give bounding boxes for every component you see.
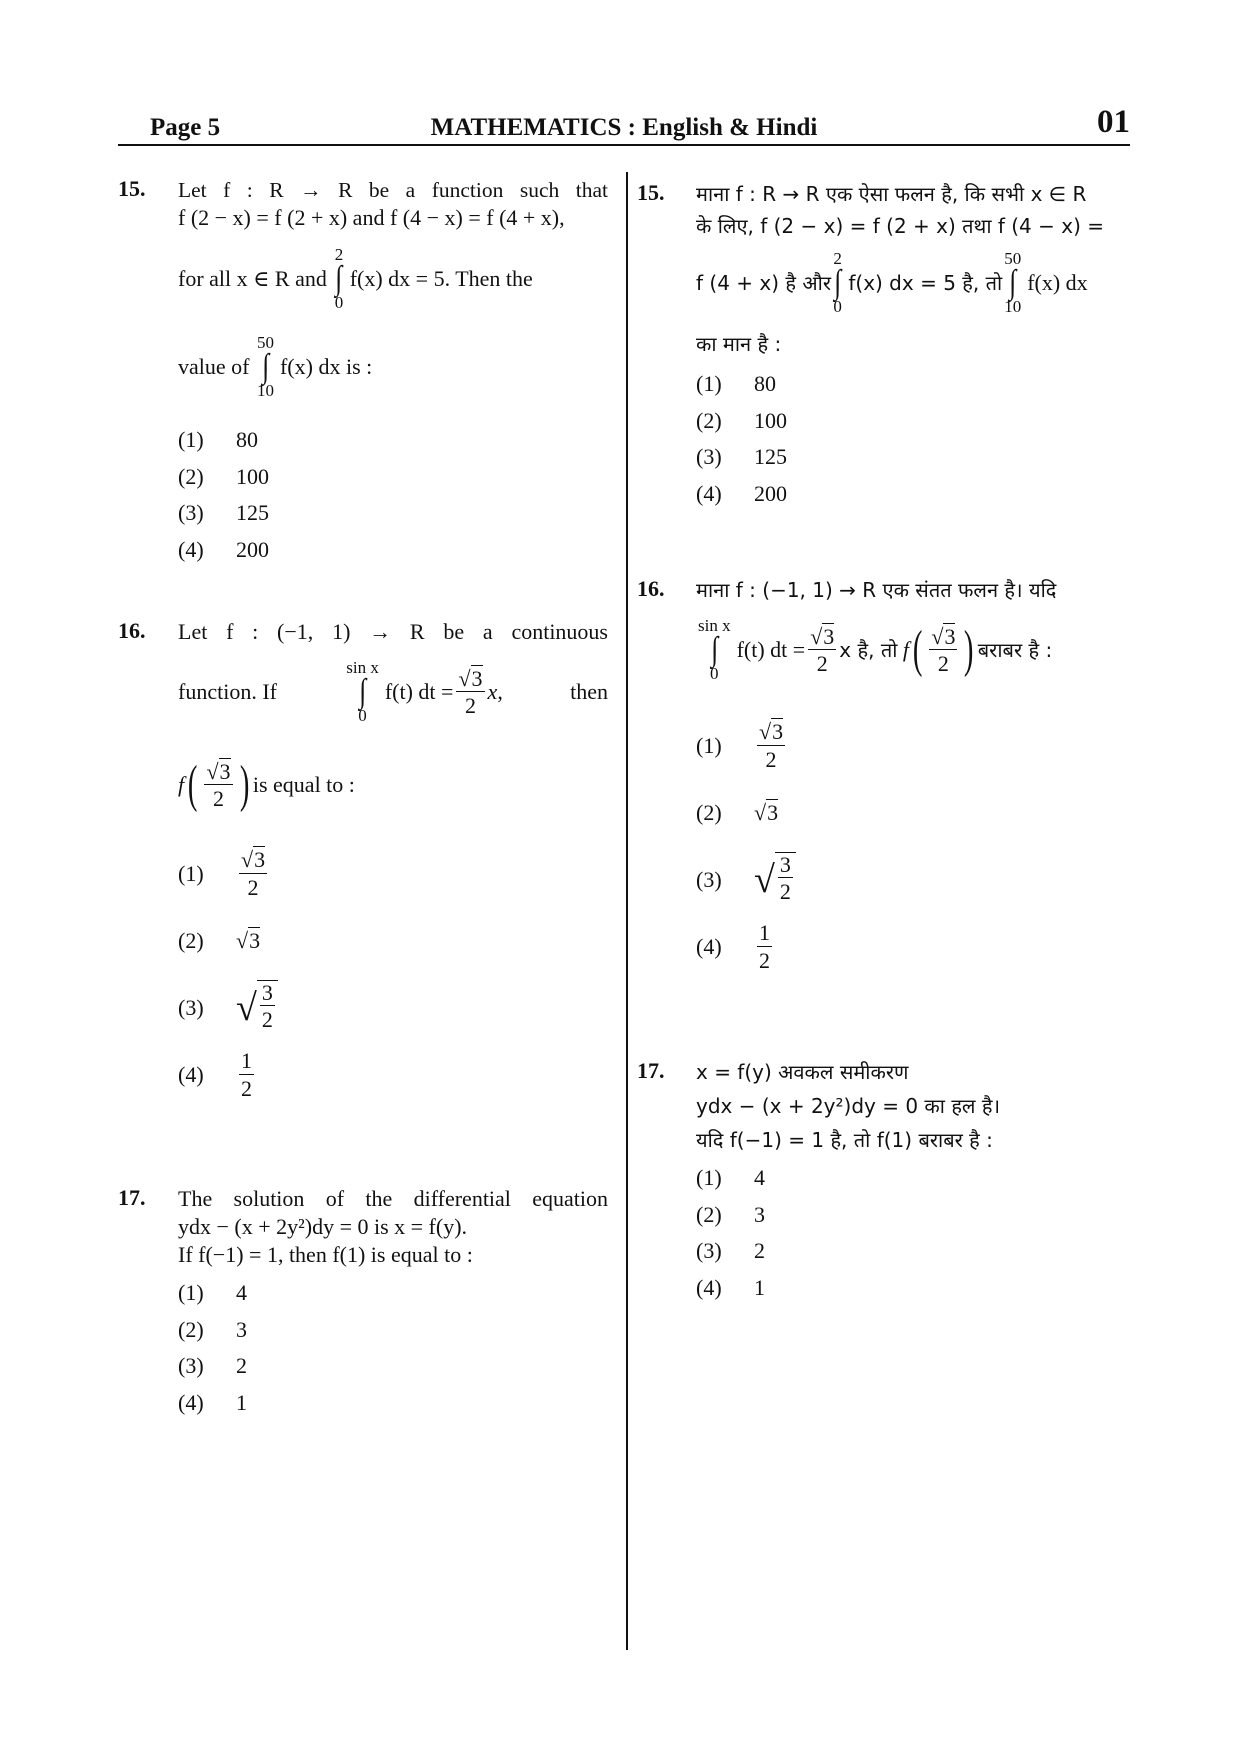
option-4[interactable]: (4) $\frac{1}{2}$ [696, 920, 770, 973]
option-2[interactable]: (2) 3 [696, 1201, 765, 1227]
option-3[interactable]: (3) 2 [178, 1353, 247, 1379]
fraction: $\frac{√3}{2}$ [206, 758, 231, 811]
integral-sign: sin x ∫ 0 [346, 658, 379, 725]
option-1[interactable]: (1) 4 [696, 1165, 765, 1191]
question-number: 17. [118, 1185, 146, 1210]
paper-title: MATHEMATICS : English & Hindi [430, 114, 818, 141]
question-text-line: माना f : (−1, 1) → R एक संतत फलन है। यदि [696, 578, 1057, 602]
question-text-line: The solution of the differential equation [178, 1186, 608, 1211]
integral-sign: 2 ∫ 0 [833, 249, 842, 316]
option-3[interactable]: (3) √ $\frac{3}{2}$ [696, 846, 1126, 913]
option-2[interactable]: (2) √3 [178, 927, 261, 953]
option-4[interactable]: (4) $\frac{1}{2}$ [178, 1048, 252, 1101]
question-text: बराबर है : [977, 638, 1053, 662]
option-1[interactable]: (1) $\frac{√3}{2}$ [178, 847, 266, 900]
question-number: 16. [637, 576, 665, 601]
page-number: Page 5 [150, 114, 221, 141]
integral-sign: sin x ∫ 0 [698, 616, 731, 683]
question-number: 15. [637, 180, 665, 205]
question-text-line: ydx − (x + 2y²)dy = 0 is x = f(y). [178, 1214, 468, 1239]
option-2[interactable]: (2) √3 [696, 799, 779, 825]
question-text: for all x ∈ R and [178, 266, 327, 291]
page-header [118, 104, 1130, 146]
integral-expression: f(t) dt = [736, 637, 806, 662]
booklet-code: 01 [1097, 104, 1130, 140]
integral-sign: 2 ∫ 0 [334, 245, 344, 312]
column-divider [626, 172, 628, 1650]
question-text: is : [345, 354, 373, 379]
question-text: value of [178, 354, 250, 379]
fraction: $\frac{√3}{2}$ [458, 665, 483, 718]
fraction: $\frac{√3}{2}$ [810, 623, 835, 676]
question-text: is equal to : [252, 772, 355, 797]
option-3[interactable]: (3) 125 [696, 444, 787, 470]
option-4[interactable]: (4) 1 [696, 1274, 765, 1300]
variable: x [487, 679, 498, 704]
option-1[interactable]: (1) $\frac{√3}{2}$ [696, 719, 784, 772]
question-number: 15. [118, 176, 146, 201]
integral-expression: f(x) dx [1027, 270, 1088, 295]
integral-expression: f(t) dt = [384, 679, 454, 704]
question-text-line: के लिए, f (2 − x) = f (2 + x) तथा f (4 − x) = [696, 214, 1105, 238]
option-1[interactable]: (1) 80 [178, 427, 258, 453]
integral-expression: f(x) dx = 5 है, तो [848, 271, 1003, 295]
question-text: . Then the [444, 266, 533, 291]
option-2[interactable]: (2) 100 [696, 407, 787, 433]
question-text: then [570, 679, 608, 704]
question-text-line: यदि f(−1) = 1 है, तो f(1) बराबर है : [696, 1128, 993, 1152]
integral-expression: f(x) dx = 5 [349, 266, 445, 291]
question-text-line: If f(−1) = 1, then f(1) is equal to : [178, 1242, 473, 1267]
option-1[interactable]: (1) 80 [696, 371, 776, 397]
option-4[interactable]: (4) 200 [178, 536, 269, 562]
integral-sign: 50 ∫ 10 [256, 333, 274, 400]
option-4[interactable]: (4) 1 [178, 1389, 247, 1415]
option-2[interactable]: (2) 3 [178, 1316, 247, 1342]
question-text-line: Let f : (−1, 1) → R be a continuous [178, 619, 608, 644]
option-3[interactable]: (3) 125 [178, 500, 269, 526]
option-3[interactable]: (3) √ $\frac{3}{2}$ [178, 974, 608, 1041]
function-symbol: f [902, 637, 910, 662]
question-number: 16. [118, 618, 146, 643]
integral-expression: f(x) dx [279, 354, 341, 379]
question-text-line: माना f : R → R एक ऐसा फलन है, कि सभी x ∈ R [696, 182, 1087, 206]
option-1[interactable]: (1) 4 [178, 1280, 247, 1306]
question-text-line: x = f(y) अवकल समीकरण [696, 1060, 909, 1084]
function-symbol: f [178, 772, 185, 797]
question-text-line: का मान है : [696, 332, 782, 356]
option-2[interactable]: (2) 100 [178, 463, 269, 489]
question-text-line: Let f : R → R be a function such that [178, 178, 608, 202]
option-4[interactable]: (4) 200 [696, 480, 787, 506]
question-text: f (4 + x) है और [696, 271, 832, 295]
fraction: $\frac{√3}{2}$ [931, 623, 956, 676]
question-text-line: ydx − (x + 2y²)dy = 0 का हल है। [696, 1094, 1001, 1118]
integral-sign: 50 ∫ 10 [1004, 249, 1022, 316]
question-text-line: f (2 − x) = f (2 + x) and f (4 − x) = f (4 + x), [178, 205, 565, 230]
question-text: function. If [178, 679, 277, 704]
question-text: x है, तो [839, 638, 898, 662]
option-3[interactable]: (3) 2 [696, 1238, 765, 1264]
question-number: 17. [637, 1058, 665, 1083]
